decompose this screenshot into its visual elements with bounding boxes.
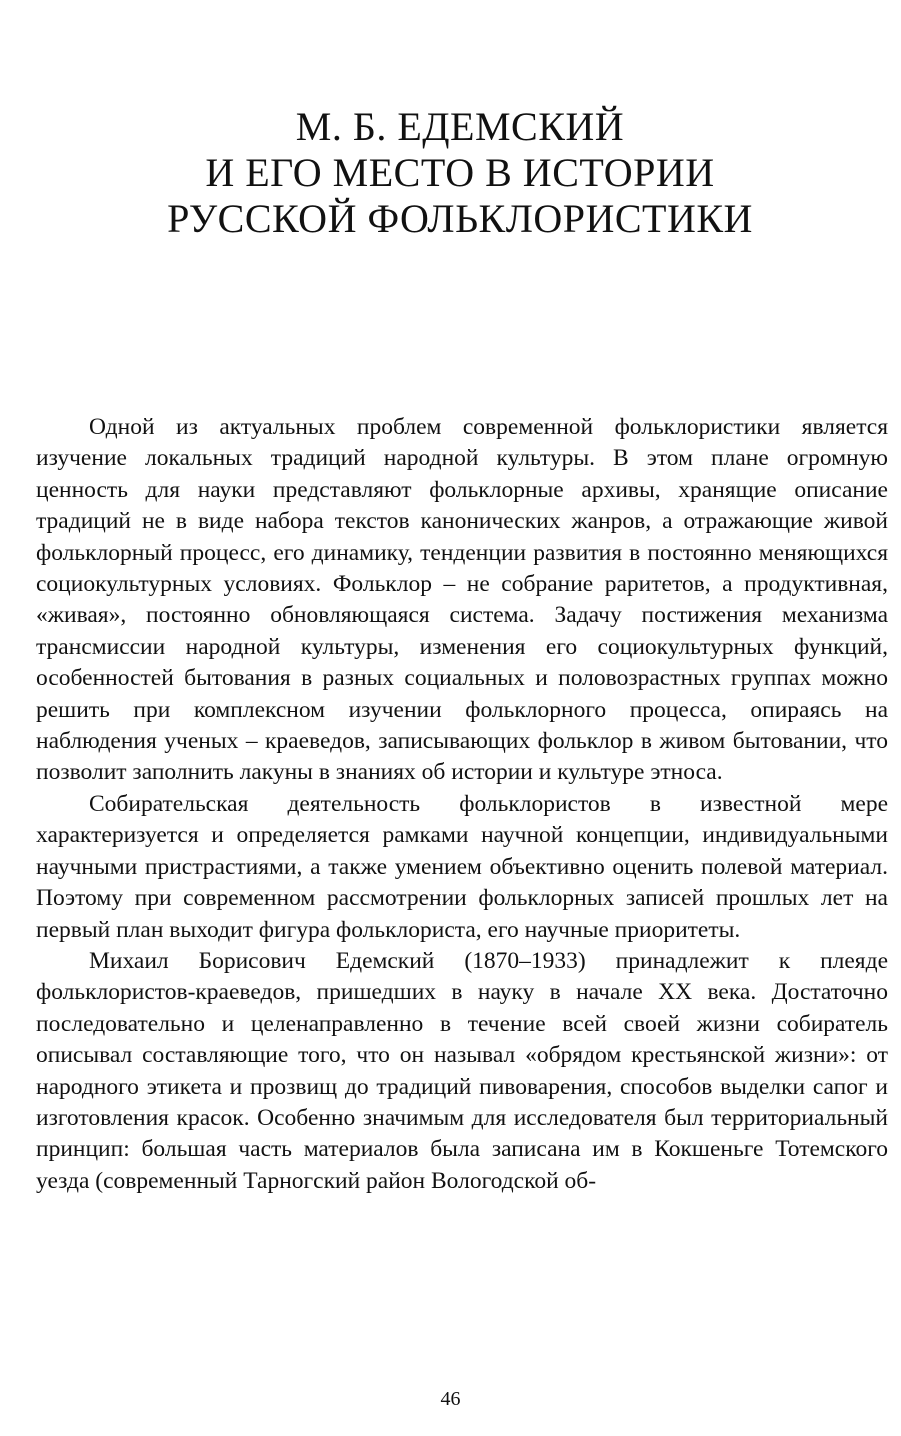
paragraph-3: Михаил Борисович Едемский (1870–1933) принадлежит к плеяде фольклористов-краеведов, пришедших в науку в начале XX века. Достаточно последовательно и целенаправленно в течение всей своей жизни собиратель описывал составляющие того, что он называл «обрядом крестьянской жизни»: от народного этикета и прозвищ до традиций пивоварения, способов выделки сапог и изготовления красок. Особенно значимым для исследователя был территориальный принцип: большая часть материалов была записана им в Кокшеньге Тотемского уезда (современный Тарногский район Вологодской об- — [36, 947, 888, 1194]
article-body — [36, 412, 888, 1197]
article-title — [60, 104, 860, 242]
page-number: 46 — [440, 1388, 461, 1410]
paragraph-2: Собирательская деятельность фольклористов в известной мере характеризуется и определяется рамками научной концепции, индивидуальными научными пристрастиями, а также умением объективно оценить полевой материал. Поэтому при современном рассмотрении фольклорных записей прошлых лет на первый план выходит фигура фольклориста, его научные приоритеты. — [36, 790, 888, 943]
title-line-3: РУССКОЙ ФОЛЬКЛОРИСТИКИ — [167, 196, 753, 241]
paragraph-1: Одной из актуальных проблем современной фольклористики является изучение локальных традиций народной культуры. В этом плане огромную ценность для науки представляют фольклорные архивы, хранящие описание традиций не в виде набора текстов канонических жанров, а отражающие живой фольклорный процесс, его динамику, тенденции развития в постоянно меняющихся социокультурных условиях. Фольклор – не собрание раритетов, а продуктивная, «живая», постоянно обновляющаяся система. Задачу постижения механизма трансмиссии народной культуры, изменения его социокультурных функций, особенностей бытования в разных социальных и половозрастных группах можно решить при комплексном изучении фольклорного процесса, опираясь на наблюдения ученых – краеведов, записывающих фольклор в живом бытовании, что позволит заполнить лакуны в знаниях об истории и культуре этноса. — [36, 414, 888, 786]
title-line-1: М. Б. ЕДЕМСКИЙ — [295, 104, 625, 149]
title-line-2: И ЕГО МЕСТО В ИСТОРИИ — [205, 150, 715, 195]
